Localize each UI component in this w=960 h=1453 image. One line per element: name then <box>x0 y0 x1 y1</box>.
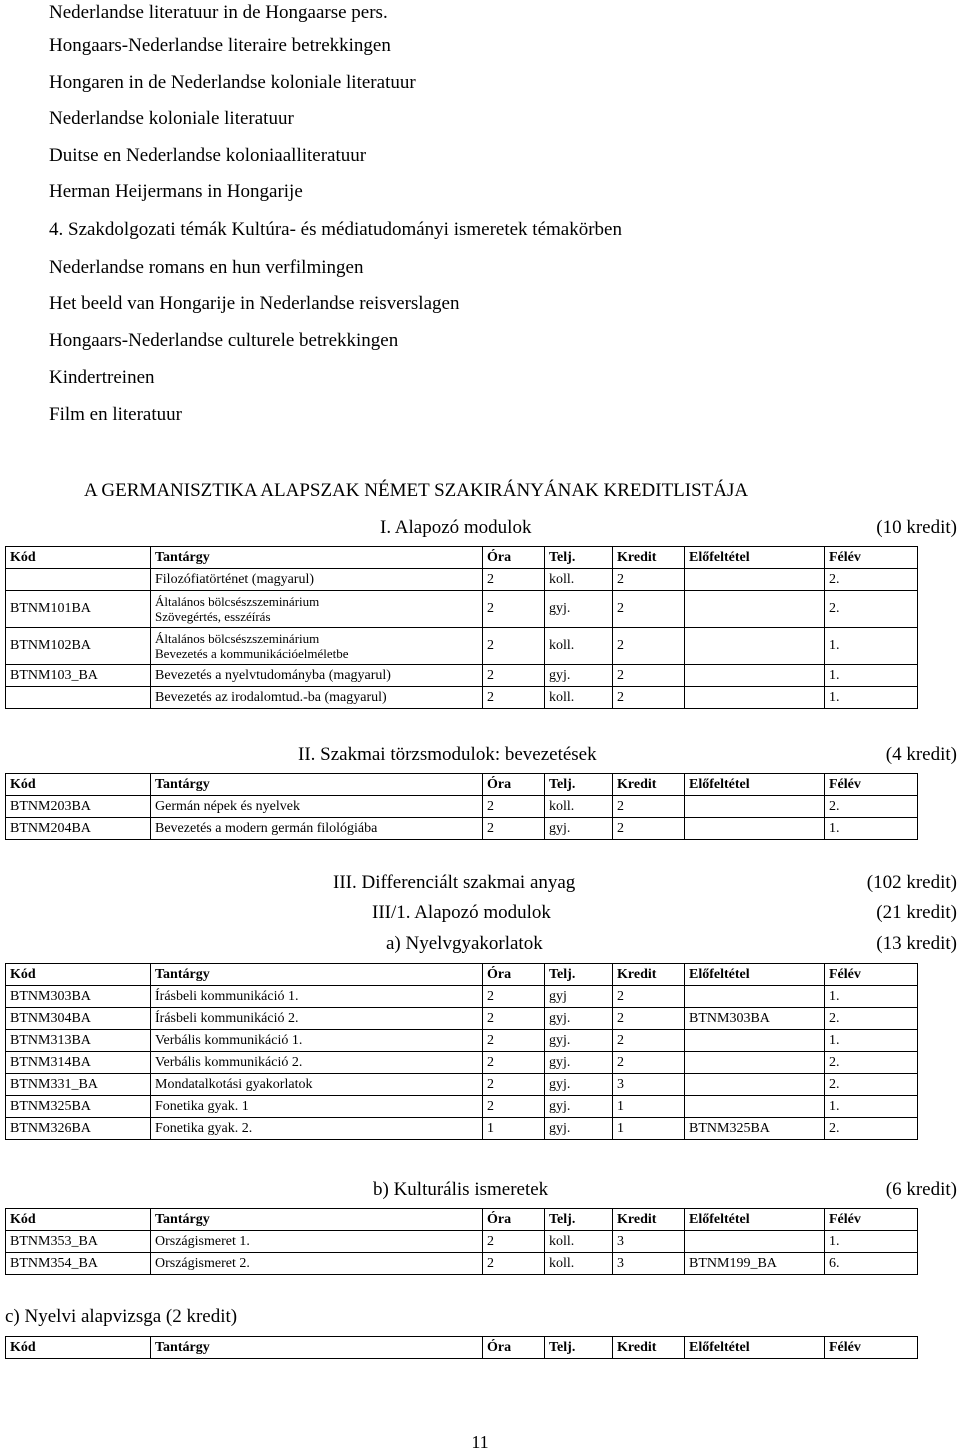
section-2-credit: (4 kredit) <box>885 744 957 765</box>
section-3-title: III. Differenciált szakmai anyag <box>333 872 576 893</box>
header-subject: Tantárgy <box>151 547 483 569</box>
table-row: BTNM313BA Verbális kommunikáció 1. 2 gyj. 2 1. <box>6 1030 918 1052</box>
subject-cell: Általános bölcsészszeminárium Szövegértés, esszéírás <box>151 591 483 628</box>
credit-table-section-3c <box>5 1336 918 1359</box>
table-header-row: Kód Tantárgy Óra Telj. Kredit Előfeltétel Félév <box>6 1209 918 1231</box>
table-row: Bevezetés az irodalomtud.-ba (magyarul) 2 koll. 2 1. <box>6 687 918 709</box>
list-item: Nederlandse koloniale literatuur <box>49 108 294 129</box>
section-3b-title: b) Kulturális ismeretek <box>373 1179 549 1200</box>
section-3-1-credit: (21 kredit) <box>876 902 957 923</box>
section-3c-title: c) Nyelvi alapvizsga (2 kredit) <box>5 1306 238 1327</box>
table-row: BTNM325BA Fonetika gyak. 1 2 gyj. 1 1. <box>6 1096 918 1118</box>
table-row: BTNM203BA Germán népek és nyelvek 2 koll. 2 2. <box>6 796 918 818</box>
table-header-row: Kód Tantárgy Óra Telj. Kredit Előfeltétel Félév <box>6 964 918 986</box>
list-item: Kindertreinen <box>49 367 155 388</box>
table-row: Filozófiatörténet (magyarul) 2 koll. 2 2. <box>6 569 918 591</box>
table-row: BTNM303BA Írásbeli kommunikáció 1. 2 gyj 2 1. <box>6 986 918 1008</box>
section-3b-credit: (6 kredit) <box>885 1179 957 1200</box>
list-item: Nederlandse literatuur in de Hongaarse pers. <box>49 2 388 23</box>
table-row: BTNM103_BA Bevezetés a nyelvtudományba (magyarul) 2 gyj. 2 1. <box>6 665 918 687</box>
section-1-title: I. Alapozó modulok <box>380 517 532 538</box>
section-2-title: II. Szakmai törzsmodulok: bevezetések <box>298 744 597 765</box>
table-header-row: Kód Tantárgy Óra Telj. Kredit Előfeltétel Félév <box>6 1337 918 1359</box>
header-code: Kód <box>6 547 151 569</box>
table-row: BTNM331_BA Mondatalkotási gyakorlatok 2 gyj. 3 2. <box>6 1074 918 1096</box>
list-item: Nederlandse romans en hun verfilmingen <box>49 257 364 278</box>
table-row: BTNM326BA Fonetika gyak. 2. 1 gyj. 1 BTNM325BA 2. <box>6 1118 918 1140</box>
list-item: Hongaars-Nederlandse literaire betrekkingen <box>49 35 391 56</box>
list-item: Hongaren in de Nederlandse koloniale literatuur <box>49 72 416 93</box>
section-heading-topics: 4. Szakdolgozati témák Kultúra- és médiatudományi ismeretek témakörben <box>49 219 622 240</box>
table-row: BTNM304BA Írásbeli kommunikáció 2. 2 gyj. 2 BTNM303BA 2. <box>6 1008 918 1030</box>
header-completion: Telj. <box>545 547 613 569</box>
page-number: 11 <box>471 1432 489 1452</box>
table-row: BTNM314BA Verbális kommunikáció 2. 2 gyj. 2 2. <box>6 1052 918 1074</box>
credit-table-section-3b <box>5 1208 918 1275</box>
page-title: A GERMANISZTIKA ALAPSZAK NÉMET SZAKIRÁNYÁNAK KREDITLISTÁJA <box>84 480 749 501</box>
list-item: Duitse en Nederlandse koloniaalliteratuur <box>49 145 367 166</box>
header-credit: Kredit <box>613 547 685 569</box>
section-3-credit: (102 kredit) <box>866 872 957 893</box>
list-item: Hongaars-Nederlandse culturele betrekkingen <box>49 330 399 351</box>
header-prerequisite: Előfeltétel <box>685 547 825 569</box>
credit-table-section-1 <box>5 546 918 709</box>
section-1-credit: (10 kredit) <box>876 517 957 538</box>
section-3a-credit: (13 kredit) <box>876 933 957 954</box>
credit-table-section-3a <box>5 963 918 1140</box>
table-header-row <box>6 547 918 569</box>
table-row: BTNM101BA Általános bölcsészszeminárium Szövegértés, esszéírás 2 gyj. 2 2. <box>6 591 918 628</box>
table-header-row: Kód Tantárgy Óra Telj. Kredit Előfeltétel Félév <box>6 774 918 796</box>
table-row: BTNM204BA Bevezetés a modern germán filológiába 2 gyj. 2 1. <box>6 818 918 840</box>
list-item: Film en literatuur <box>49 404 182 425</box>
table-row: BTNM102BA Általános bölcsészszeminárium Bevezetés a kommunikációelméletbe 2 koll. 2 1. <box>6 628 918 665</box>
header-semester: Félév <box>825 547 918 569</box>
list-item: Het beeld van Hongarije in Nederlandse reisverslagen <box>49 293 460 314</box>
list-item: Herman Heijermans in Hongarije <box>49 181 303 202</box>
subject-cell: Általános bölcsészszeminárium Bevezetés a kommunikációelméletbe <box>151 628 483 665</box>
section-3a-title: a) Nyelvgyakorlatok <box>386 933 543 954</box>
table-row: BTNM353_BA Országismeret 1. 2 koll. 3 1. <box>6 1231 918 1253</box>
credit-table-section-2 <box>5 773 918 840</box>
table-row: BTNM354_BA Országismeret 2. 2 koll. 3 BTNM199_BA 6. <box>6 1253 918 1275</box>
section-3-1-title: III/1. Alapozó modulok <box>372 902 551 923</box>
header-hours: Óra <box>483 547 545 569</box>
